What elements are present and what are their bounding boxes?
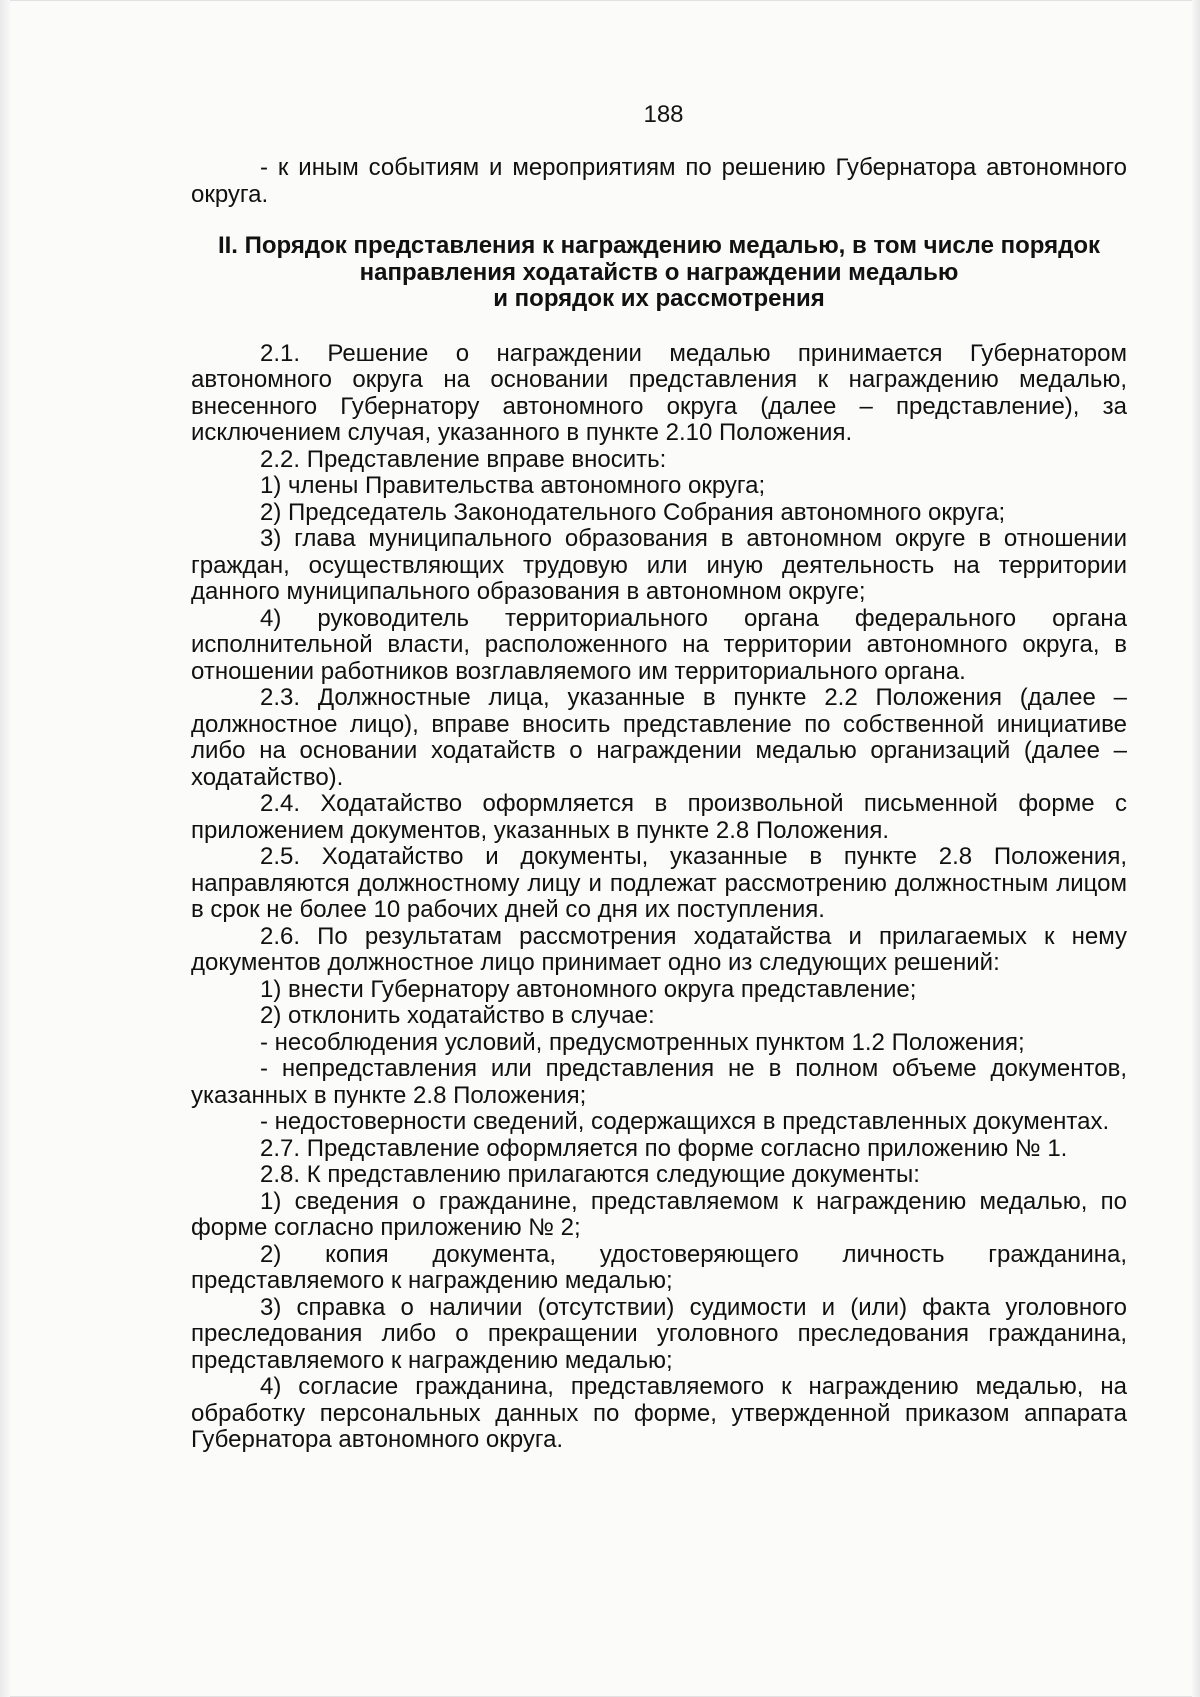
page-number: 188	[643, 101, 684, 128]
paragraph-2-2: 2.2. Представление вправе вносить:	[260, 445, 667, 473]
section-heading-line-3: и порядок их рассмотрения	[493, 285, 825, 312]
paragraph-2-4: 2.4. Ходатайство оформляется в произвольной письменной форме с приложением документов, указанных в пункте 2.8 Положения.	[191, 790, 1127, 844]
paragraph-2-1: 2.1. Решение о награждении медалью принимается Губернатором автономного округа на основании представления к награждению медалью, внесенного Губернатору автономного округа (далее – представление), за исключением случая, указанного в пункте 2.10 Положения.	[191, 339, 1127, 446]
document-body	[191, 155, 1127, 1454]
paragraph-2-8: 2.8. К представлению прилагаются следующие документы:	[260, 1161, 920, 1188]
list-item-2-8-1: 1) сведения о гражданине, представляемом к награждению медалью, по форме согласно приложению № 2;	[191, 1187, 1127, 1241]
paragraph-2-7: 2.7. Представление оформляется по форме согласно приложению № 1.	[260, 1134, 1068, 1162]
scan-edge-right	[1192, 0, 1200, 1697]
list-item-2-6-1: 1) внести Губернатору автономного округа представление;	[260, 975, 917, 1003]
list-item-2-8-2: 2) копия документа, удостоверяющего личность гражданина, представляемого к награждению медалью;	[191, 1240, 1127, 1294]
list-item-2-2-4: 4) руководитель территориального органа федерального органа исполнительной власти, расположенного на территории автономного округа, в отношении работников возглавляемого им территориального органа.	[191, 604, 1127, 685]
paragraph-2-5: 2.5. Ходатайство и документы, указанные в пункте 2.8 Положения, направляются должностному лицу и подлежат рассмотрению должностным лицом в срок не более 10 рабочих дней со дня их поступления.	[191, 843, 1127, 923]
list-item-2-8-3: 3) справка о наличии (отсутствии) судимости и (или) факта уголовного преследования либо о прекращении уголовного преследования гражданина, представляемого к награждению медалью;	[191, 1293, 1127, 1374]
section-heading-line-2: направления ходатайств о награждении медалью	[359, 258, 959, 286]
list-item-2-6-2: 2) отклонить ходатайство в случае:	[260, 1002, 655, 1029]
intro-paragraph: - к иным событиям и мероприятиям по решению Губернатора автономного округа.	[191, 154, 1127, 208]
list-item-2-2-3: 3) глава муниципального образования в автономном округе в отношении граждан, осуществляющих трудовую или иную деятельность на территории данного муниципального образования в автономном округе;	[191, 525, 1127, 605]
list-item-2-2-2: 2) Председатель Законодательного Собрания автономного округа;	[260, 498, 1006, 526]
section-heading-line-1: II. Порядок представления к награждению медалью, в том числе порядок	[217, 232, 1101, 259]
bullet-item-2: - непредставления или представления не в полном объеме документов, указанных в пункте 2.8 Положения;	[191, 1055, 1127, 1109]
section-heading	[191, 233, 1127, 313]
bullet-item-1: - несоблюдения условий, предусмотренных пунктом 1.2 Положения;	[260, 1028, 1025, 1056]
paragraph-2-6: 2.6. По результатам рассмотрения ходатайства и прилагаемых к нему документов должностное лицо принимает одно из следующих решений:	[191, 922, 1127, 976]
scan-edge-left	[0, 0, 10, 1697]
paragraph-2-3: 2.3. Должностные лица, указанные в пункте 2.2 Положения (далее – должностное лицо), вправе вносить представление по собственной инициативе либо на основании ходатайств о награждении медалью организаций (далее – ходатайство).	[191, 684, 1127, 791]
list-item-2-8-4: 4) согласие гражданина, представляемого к награждению медалью, на обработку персональных данных по форме, утвержденной приказом аппарата Губернатора автономного округа.	[191, 1373, 1127, 1453]
bullet-item-3: - недостоверности сведений, содержащихся в представленных документах.	[260, 1108, 1110, 1135]
list-item-2-2-1: 1) члены Правительства автономного округа;	[260, 472, 766, 499]
